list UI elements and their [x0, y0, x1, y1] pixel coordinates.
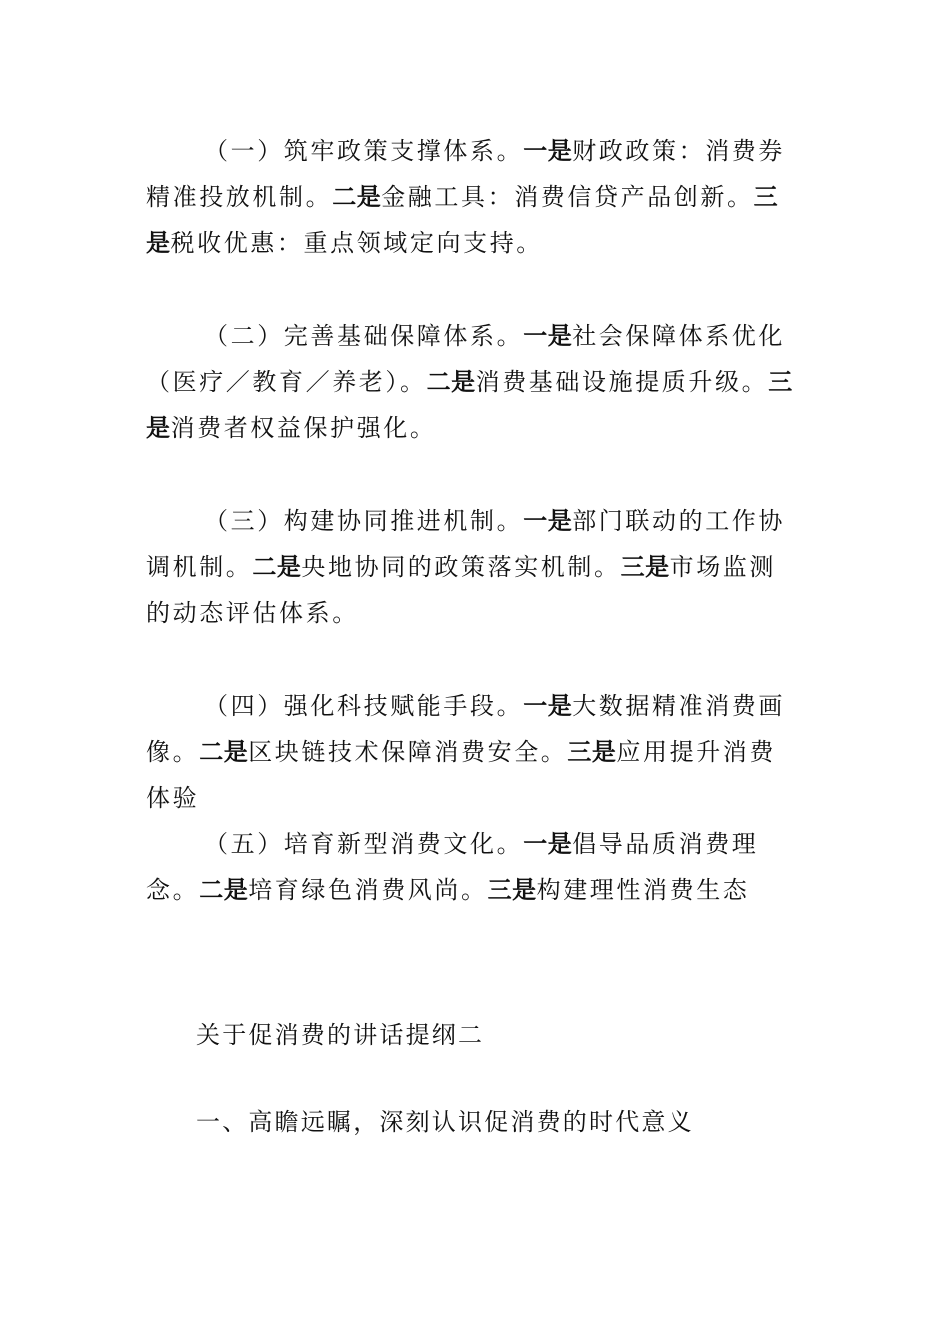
item-marker: 二是: [426, 368, 476, 396]
item-marker: 三是: [620, 553, 670, 581]
section-heading: 一、高瞻远瞩，深刻认识促消费的时代意义: [196, 1108, 694, 1136]
item-text: 部门联动的工作协调机制。: [146, 507, 786, 581]
item-marker: 二是: [199, 738, 249, 766]
item-text: 市场监测的动态评估体系。: [146, 553, 777, 627]
item-text: 应用提升消费体验: [146, 738, 777, 812]
item-text: 财政政策：消费券精准投放机制。: [146, 137, 786, 211]
paragraph-consumption-culture: [146, 821, 796, 913]
item-text: 社会保障体系优化（医疗／教育／养老）。: [146, 322, 786, 396]
paragraph-basic-guarantee: [146, 313, 796, 451]
item-marker: 三是: [487, 876, 537, 904]
item-text: 消费基础设施提质升级。: [475, 368, 769, 396]
item-marker: 二是: [332, 183, 382, 211]
paragraph-heading: （三）构建协同推进机制。: [204, 507, 524, 535]
item-marker: 三是: [146, 183, 779, 257]
item-marker: 三是: [146, 368, 793, 442]
item-text: 金融工具：消费信贷产品创新。: [381, 183, 754, 211]
item-text: 构建理性消费生态: [536, 876, 750, 904]
paragraph-heading: （二）完善基础保障体系。: [204, 322, 524, 350]
item-text: 大数据精准消费画像。: [146, 692, 786, 766]
item-text: 消费者权益保护强化。: [170, 414, 437, 442]
document-title: 关于促消费的讲话提纲二: [196, 1021, 485, 1049]
item-marker: 一是: [523, 507, 573, 535]
paragraph-heading: （五）培育新型消费文化。: [204, 830, 524, 858]
item-marker: 一是: [523, 692, 573, 720]
paragraph-tech-empowerment: [146, 683, 796, 821]
item-marker: 一是: [523, 322, 573, 350]
paragraph-coordination-mechanism: [146, 498, 796, 636]
item-text: 税收优惠：重点领域定向支持。: [170, 229, 543, 257]
item-text: 培育绿色消费风尚。: [248, 876, 488, 904]
item-text: 倡导品质消费理念。: [146, 830, 759, 904]
item-marker: 一是: [523, 830, 573, 858]
item-marker: 三是: [567, 738, 617, 766]
item-marker: 二是: [199, 876, 249, 904]
paragraph-heading: （四）强化科技赋能手段。: [204, 692, 524, 720]
item-text: 央地协同的政策落实机制。: [301, 553, 621, 581]
paragraph-heading: （一）筑牢政策支撑体系。: [204, 137, 524, 165]
item-marker: 一是: [523, 137, 573, 165]
item-text: 区块链技术保障消费安全。: [248, 738, 568, 766]
item-marker: 二是: [252, 553, 302, 581]
paragraph-policy-support: [146, 128, 796, 266]
